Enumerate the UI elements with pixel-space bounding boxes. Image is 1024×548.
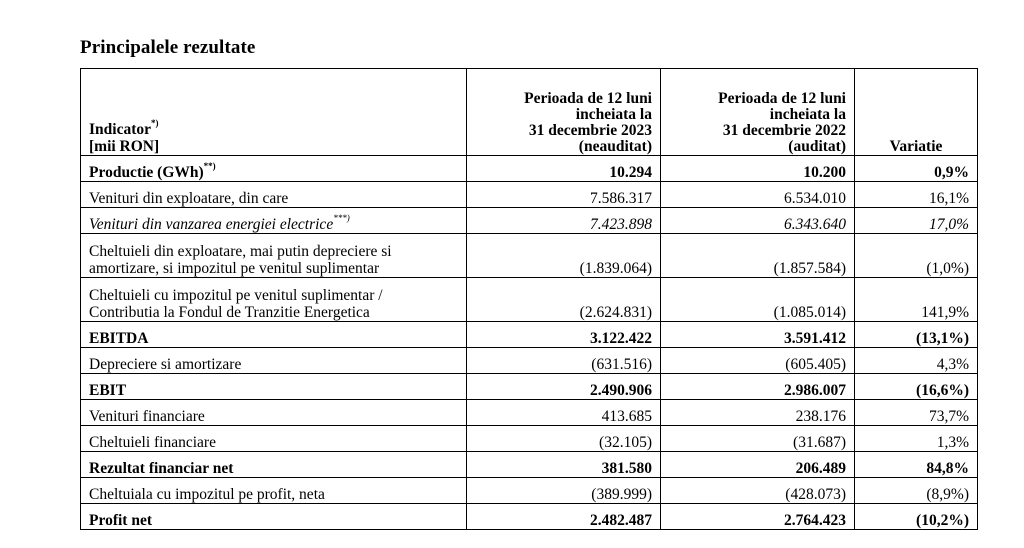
- table-body: [81, 156, 978, 530]
- value-2023: (32.105): [467, 426, 661, 452]
- table-row: [81, 322, 978, 348]
- value-2022: (1.085.014): [661, 278, 855, 322]
- value-variation: 73,7%: [855, 400, 978, 426]
- value-variation: 141,9%: [855, 278, 978, 322]
- value-variation: (1,0%): [855, 234, 978, 278]
- header-indicator-footnote: *): [151, 117, 159, 128]
- table-row: [81, 234, 978, 278]
- header-2022-line2: incheiata la: [769, 106, 846, 123]
- value-2023: (2.624.831): [467, 278, 661, 322]
- results-table: [80, 68, 978, 530]
- row-label-text: Venituri din vanzarea energiei electrice: [89, 216, 334, 233]
- value-2022: (1.857.584): [661, 234, 855, 278]
- value-2022: 2.764.423: [661, 504, 855, 530]
- row-label-footnote: ***): [333, 212, 350, 223]
- table-row: [81, 156, 978, 182]
- value-2022: (31.687): [661, 426, 855, 452]
- value-2023: (1.839.064): [467, 234, 661, 278]
- table-row: [81, 426, 978, 452]
- value-variation: 84,8%: [855, 452, 978, 478]
- value-2023: 381.580: [467, 452, 661, 478]
- row-label-text: EBIT: [89, 382, 127, 399]
- value-2023: 7.423.898: [467, 208, 661, 234]
- header-period-2023: [467, 69, 661, 156]
- table-row: [81, 208, 978, 234]
- row-label-text: Depreciere si amortizare: [89, 356, 242, 373]
- table-row: [81, 182, 978, 208]
- value-2022: 6.343.640: [661, 208, 855, 234]
- row-label-text: Venituri din exploatare, din care: [89, 190, 289, 207]
- header-variation: Variatie: [855, 69, 978, 156]
- table-row: [81, 400, 978, 426]
- value-variation: (10,2%): [855, 504, 978, 530]
- table-row: [81, 452, 978, 478]
- row-label-text: Venituri financiare: [89, 408, 205, 425]
- row-label-line: Cheltuieli din exploatare, mai putin depreciere si: [89, 243, 392, 260]
- row-label-text: Profit net: [89, 512, 152, 529]
- row-label-line: amortizare, si impozitul pe venitul suplimentar: [89, 260, 380, 277]
- header-2023-line4: (neauditat): [578, 138, 652, 155]
- value-variation: 0,9%: [855, 156, 978, 182]
- header-2023-line1: Perioada de 12 luni: [524, 90, 652, 107]
- header-indicator-label: Indicator: [89, 121, 151, 138]
- row-label: [81, 478, 467, 504]
- row-label: [81, 322, 467, 348]
- row-label: [81, 182, 467, 208]
- row-label: [81, 452, 467, 478]
- value-variation: 16,1%: [855, 182, 978, 208]
- table-row: [81, 348, 978, 374]
- value-variation: (16,6%): [855, 374, 978, 400]
- value-2023: 7.586.317: [467, 182, 661, 208]
- table-row: [81, 504, 978, 530]
- row-label: [81, 234, 467, 278]
- row-label-line: Contributia la Fondul de Tranzitie Energetica: [89, 304, 370, 321]
- header-unit: [mii RON]: [89, 138, 160, 155]
- row-label: [81, 400, 467, 426]
- value-variation: (8,9%): [855, 478, 978, 504]
- row-label-text: Productie (GWh): [89, 164, 204, 181]
- header-period-2022: [661, 69, 855, 156]
- value-2023: 2.482.487: [467, 504, 661, 530]
- value-variation: 17,0%: [855, 208, 978, 234]
- value-2022: 2.986.007: [661, 374, 855, 400]
- row-label-text: Cheltuiala cu impozitul pe profit, neta: [89, 486, 325, 503]
- table-header-row: [81, 69, 978, 156]
- value-2023: 10.294: [467, 156, 661, 182]
- row-label-footnote: **): [203, 160, 216, 171]
- value-2022: 3.591.412: [661, 322, 855, 348]
- header-2022-line3: 31 decembrie 2022: [722, 122, 846, 139]
- table-row: [81, 374, 978, 400]
- header-2022-line4: (auditat): [788, 138, 846, 155]
- row-label: [81, 426, 467, 452]
- value-2023: 3.122.422: [467, 322, 661, 348]
- header-2023-line2: incheiata la: [575, 106, 652, 123]
- value-2023: (389.999): [467, 478, 661, 504]
- value-variation: (13,1%): [855, 322, 978, 348]
- table-row: [81, 478, 978, 504]
- value-2023: 2.490.906: [467, 374, 661, 400]
- row-label: [81, 278, 467, 322]
- value-variation: 4,3%: [855, 348, 978, 374]
- row-label: [81, 348, 467, 374]
- row-label: [81, 208, 467, 234]
- row-label: [81, 156, 467, 182]
- value-2023: (631.516): [467, 348, 661, 374]
- value-2022: 10.200: [661, 156, 855, 182]
- row-label-text: Rezultat financiar net: [89, 460, 234, 477]
- value-2023: 413.685: [467, 400, 661, 426]
- value-2022: (605.405): [661, 348, 855, 374]
- value-2022: (428.073): [661, 478, 855, 504]
- row-label: [81, 374, 467, 400]
- header-2022-line1: Perioada de 12 luni: [718, 90, 846, 107]
- value-variation: 1,3%: [855, 426, 978, 452]
- page-title: Principalele rezultate: [80, 37, 256, 58]
- header-indicator: [81, 69, 467, 156]
- row-label-text: EBITDA: [89, 330, 149, 347]
- table-row: [81, 278, 978, 322]
- value-2022: 238.176: [661, 400, 855, 426]
- row-label-line: Cheltuieli cu impozitul pe venitul suplimentar /: [89, 287, 383, 304]
- row-label: [81, 504, 467, 530]
- header-2023-line3: 31 decembrie 2023: [528, 122, 652, 139]
- value-2022: 206.489: [661, 452, 855, 478]
- value-2022: 6.534.010: [661, 182, 855, 208]
- row-label-text: Cheltuieli financiare: [89, 434, 216, 451]
